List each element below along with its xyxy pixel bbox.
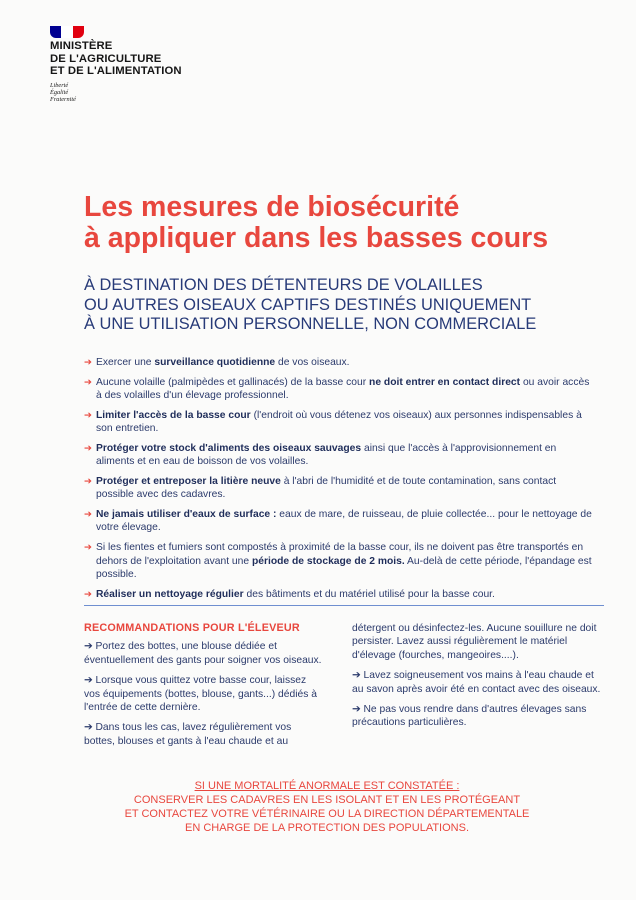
measure-emphasis: Réaliser un nettoyage régulier bbox=[96, 588, 244, 600]
warning-heading: SI UNE MORTALITÉ ANORMALE EST CONSTATÉE : bbox=[194, 780, 460, 792]
abnormal-mortality-warning bbox=[84, 779, 570, 835]
ministry-name bbox=[50, 40, 182, 78]
page-title bbox=[84, 192, 624, 254]
measure-item bbox=[84, 376, 594, 403]
arrow-right-icon: ➔ bbox=[84, 542, 92, 554]
motto-line: Égalité bbox=[50, 88, 69, 96]
measure-emphasis: Limiter l'accès de la basse cour bbox=[96, 409, 251, 421]
arrow-right-icon: ➔ bbox=[84, 476, 92, 488]
title-line: à appliquer dans les basses cours bbox=[84, 222, 549, 254]
measure-item bbox=[84, 475, 594, 502]
ministry-logo bbox=[50, 26, 182, 103]
measure-text: Exercer une bbox=[96, 357, 155, 368]
recommendation-item: ➔ Dans tous les cas, lavez régulièrement vos bottes, blouses et gants à l'eau chaude et au bbox=[84, 722, 292, 747]
recommendations-column-right bbox=[352, 622, 602, 737]
arrow-right-icon: ➔ bbox=[84, 376, 92, 388]
subtitle-line: À UNE UTILISATION PERSONNELLE, NON COMMERCIALE bbox=[84, 315, 537, 333]
measure-emphasis: Protéger votre stock d'aliments des oiseaux sauvages bbox=[96, 442, 362, 454]
arrow-right-icon: ➔ bbox=[84, 509, 92, 521]
measure-emphasis: Protéger et entreposer la litière neuve bbox=[96, 476, 281, 488]
warning-line: EN CHARGE DE LA PROTECTION DES POPULATIONS. bbox=[184, 822, 470, 834]
measure-item bbox=[84, 409, 594, 436]
french-flag-icon bbox=[50, 26, 84, 38]
measure-text: de vos oiseaux. bbox=[275, 357, 350, 368]
recommendation-item: ➔ Ne pas vous rendre dans d'autres élevages sans précautions particulières. bbox=[352, 704, 587, 729]
arrow-right-icon: ➔ bbox=[84, 357, 92, 368]
ministry-line: MINISTÈRE bbox=[50, 40, 113, 52]
arrow-right-icon: ➔ bbox=[84, 588, 92, 600]
warning-line: ET CONTACTEZ VOTRE VÉTÉRINAIRE OU LA DIRECTION DÉPARTEMENTALE bbox=[124, 808, 530, 820]
biosecurity-measures-list bbox=[84, 356, 594, 607]
measure-emphasis: Ne jamais utiliser d'eaux de surface : bbox=[96, 509, 277, 521]
arrow-right-icon: ➔ bbox=[84, 442, 92, 454]
ministry-line: ET DE L'ALIMENTATION bbox=[50, 65, 182, 78]
measure-text: (l'endroit où vous détenez vos oiseaux) aux personnes indispensables à son entretien. bbox=[96, 409, 582, 435]
measure-item bbox=[84, 356, 594, 369]
measure-text: ainsi que l'accès à l'approvisionnement en aliments et en eau de boisson de vos volailles. bbox=[96, 442, 557, 468]
measure-text: des bâtiments et du matériel utilisé pour la basse cour. bbox=[243, 588, 495, 600]
measure-item bbox=[84, 588, 594, 601]
measure-emphasis: période de stockage de 2 mois. bbox=[251, 555, 405, 567]
warning-line: CONSERVER LES CADAVRES EN LES ISOLANT ET EN LES PROTÉGEANT bbox=[133, 794, 521, 806]
measure-item bbox=[84, 508, 594, 535]
title-line: Les mesures de biosécurité bbox=[84, 191, 460, 223]
measure-text: ou avoir accès à des volailles d'un élevage professionnel. bbox=[96, 376, 590, 402]
republic-motto bbox=[50, 82, 182, 104]
measure-item bbox=[84, 442, 594, 469]
recommendations-title: RECOMMANDATIONS POUR L'ÉLEVEUR bbox=[84, 622, 300, 634]
subtitle-line: OU AUTRES OISEAUX CAPTIFS DESTINÉS UNIQUEMENT bbox=[84, 295, 532, 314]
subtitle-line: À DESTINATION DES DÉTENTEURS DE VOLAILLES bbox=[84, 276, 483, 294]
measure-text: Si les fientes et fumiers sont compostés à proximité de la basse cour, ils ne doivent pas être transportés en dehors de l'exploitation avant une bbox=[96, 542, 584, 567]
measure-text: eaux de mare, de ruisseau, de pluie collectée... pour le nettoyage de votre élevage. bbox=[96, 509, 592, 534]
measure-item bbox=[84, 541, 594, 581]
measure-text: Au-delà de cette période, l'épandage est possible. bbox=[96, 555, 592, 580]
measure-text: à l'abri de l'humidité et de toute contamination, sans contact possible avec des cadavres. bbox=[96, 476, 557, 501]
section-divider bbox=[84, 605, 604, 606]
recommendations-column-left bbox=[84, 622, 324, 755]
recommendation-item: ➔ Lorsque vous quittez votre basse cour, laissez vos équipements (bottes, blouse, gants...) dédiés à l'entrée de cette dernière. bbox=[84, 675, 317, 714]
ministry-line: DE L'AGRICULTURE bbox=[50, 52, 162, 65]
measure-emphasis: ne doit entrer en contact direct bbox=[369, 376, 521, 388]
recommendation-item: détergent ou désinfectez-les. Aucune souillure ne doit persister. Lavez aussi régulièrement le matériel d'élevage (fourches, mangeoires....). bbox=[352, 623, 597, 661]
measure-emphasis: surveillance quotidienne bbox=[154, 357, 276, 368]
recommendation-item: ➔ Portez des bottes, une blouse dédiée et éventuellement des gants pour soigner vos oiseaux. bbox=[84, 641, 322, 666]
arrow-right-icon: ➔ bbox=[84, 409, 92, 421]
recommendation-item: ➔ Lavez soigneusement vos mains à l'eau chaude et au savon après avoir été en contact avec des oiseaux. bbox=[352, 670, 601, 695]
motto-line: Fraternité bbox=[50, 96, 76, 104]
page-subtitle bbox=[84, 276, 604, 335]
measure-text: Aucune volaille (palmipèdes et gallinacés) de la basse cour bbox=[96, 376, 370, 388]
motto-line: Liberté bbox=[50, 81, 69, 89]
